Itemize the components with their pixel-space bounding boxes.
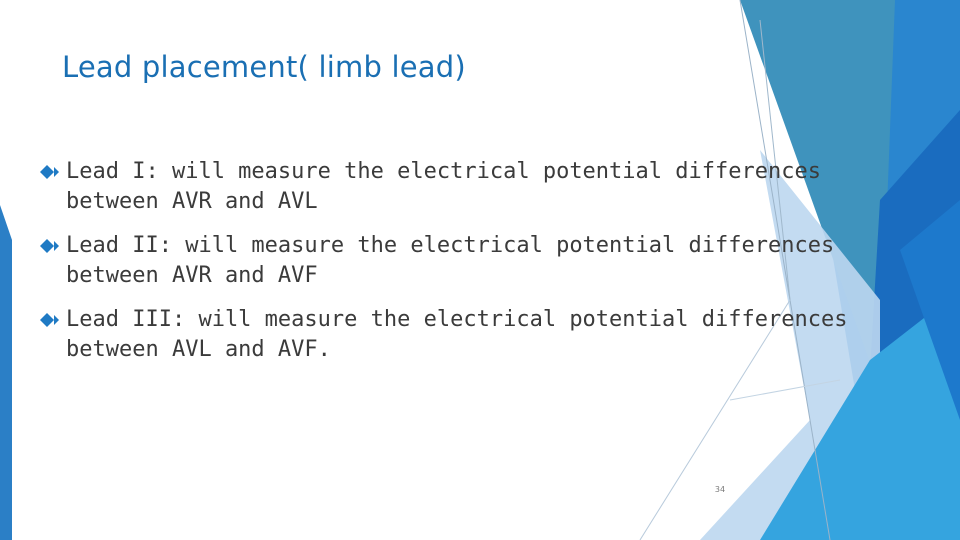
bullet-list <box>40 157 847 379</box>
page-number: 34 <box>714 485 726 494</box>
left-edge-strip <box>0 205 12 540</box>
bullet-item <box>40 231 847 291</box>
diamond-bullet-icon <box>40 313 60 327</box>
diamond-bullet-icon <box>40 239 60 253</box>
bullet-line-2: between AVR and AVF <box>66 263 318 288</box>
bullet-line-2: between AVL and AVF. <box>66 337 331 362</box>
bullet-line-2: between AVR and AVL <box>66 189 318 214</box>
bullet-line-1: Lead II: will measure the electrical potential differences <box>66 233 835 258</box>
bullet-item <box>40 157 847 217</box>
bullet-line-1: Lead I: will measure the electrical potential differences <box>66 159 821 184</box>
bullet-item <box>40 305 847 365</box>
bullet-line-1: Lead III: will measure the electrical potential differences <box>66 307 848 332</box>
diamond-bullet-icon <box>40 165 60 179</box>
slide-title: Lead placement( limb lead) <box>62 50 466 84</box>
